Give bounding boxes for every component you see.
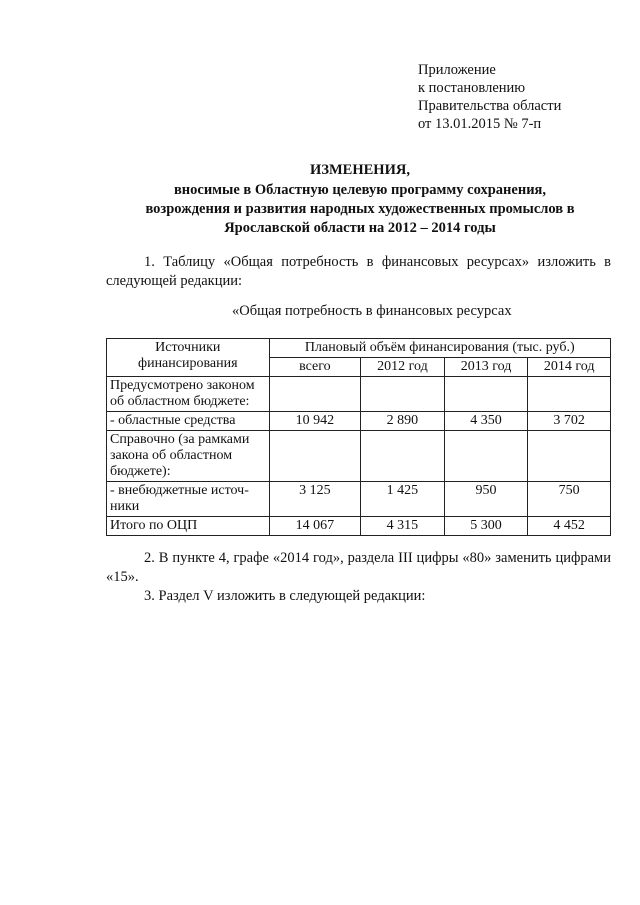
appendix-line: от 13.01.2015 № 7-п [418, 116, 542, 132]
cell-value: 950 [444, 482, 528, 517]
cell-value [444, 431, 528, 482]
row-label: - внебюджетные источ-ники [107, 482, 270, 517]
paragraph-text: 2. В пункте 4, графе «2014 год», раздела III цифры «80» заменить цифрами «15». [106, 550, 611, 585]
cell-value: 750 [528, 482, 611, 517]
cell-value [528, 377, 611, 412]
cell-value: 5 300 [444, 517, 528, 536]
subheader-2012: 2012 год [361, 358, 445, 377]
cell-value: 4 315 [361, 517, 445, 536]
table-row [107, 431, 611, 482]
cell-value: 10 942 [269, 412, 361, 431]
paragraph-item-2 [106, 549, 611, 587]
row-label: Предусмотрено законом об областном бюджете: [107, 377, 270, 412]
cell-value: 4 452 [528, 517, 611, 536]
table-header-row [107, 339, 611, 358]
table-row [107, 377, 611, 412]
cell-value [269, 431, 361, 482]
cell-value: 14 067 [269, 517, 361, 536]
subheader-2014: 2014 год [528, 358, 611, 377]
paragraph-text: 3. Раздел V изложить в следующей редакции: [144, 588, 426, 604]
header-planned: Плановый объём финансирования (тыс. руб.) [269, 339, 610, 358]
header-source: Источники финансирования [107, 339, 270, 377]
table-row [107, 482, 611, 517]
appendix-line: к постановлению [418, 80, 526, 96]
title-line: возрождения и развития народных художественных промыслов в [145, 201, 575, 217]
appendix-line: Правительства области [418, 98, 562, 114]
paragraph-item-3 [106, 587, 611, 606]
row-label: Справочно (за рамками закона об областном бюджете): [107, 431, 270, 482]
title-line: вносимые в Областную целевую программу сохранения, [173, 182, 547, 198]
appendix-line: Приложение [418, 62, 496, 78]
cell-value [361, 377, 445, 412]
paragraph-text: 1. Таблицу «Общая потребность в финансовых ресурсах» изложить в следующей редакции: [106, 254, 611, 289]
document-title [100, 161, 620, 238]
cell-value: 2 890 [361, 412, 445, 431]
row-label: Итого по ОЦП [107, 517, 270, 536]
cell-value: 1 425 [361, 482, 445, 517]
cell-value: 3 702 [528, 412, 611, 431]
cell-value: 3 125 [269, 482, 361, 517]
table-row-total [107, 517, 611, 536]
title-heading: ИЗМЕНЕНИЯ, [310, 162, 410, 178]
table-caption: «Общая потребность в финансовых ресурсах [232, 303, 512, 319]
financing-table [106, 338, 611, 536]
row-label: - областные средства [107, 412, 270, 431]
cell-value [444, 377, 528, 412]
appendix-block [418, 61, 561, 133]
title-line: Ярославской области на 2012 – 2014 годы [224, 220, 496, 236]
paragraph-item-1 [106, 253, 611, 291]
cell-value [528, 431, 611, 482]
cell-value [361, 431, 445, 482]
subheader-total: всего [269, 358, 361, 377]
cell-value [269, 377, 361, 412]
subheader-2013: 2013 год [444, 358, 528, 377]
table-row [107, 412, 611, 431]
cell-value: 4 350 [444, 412, 528, 431]
